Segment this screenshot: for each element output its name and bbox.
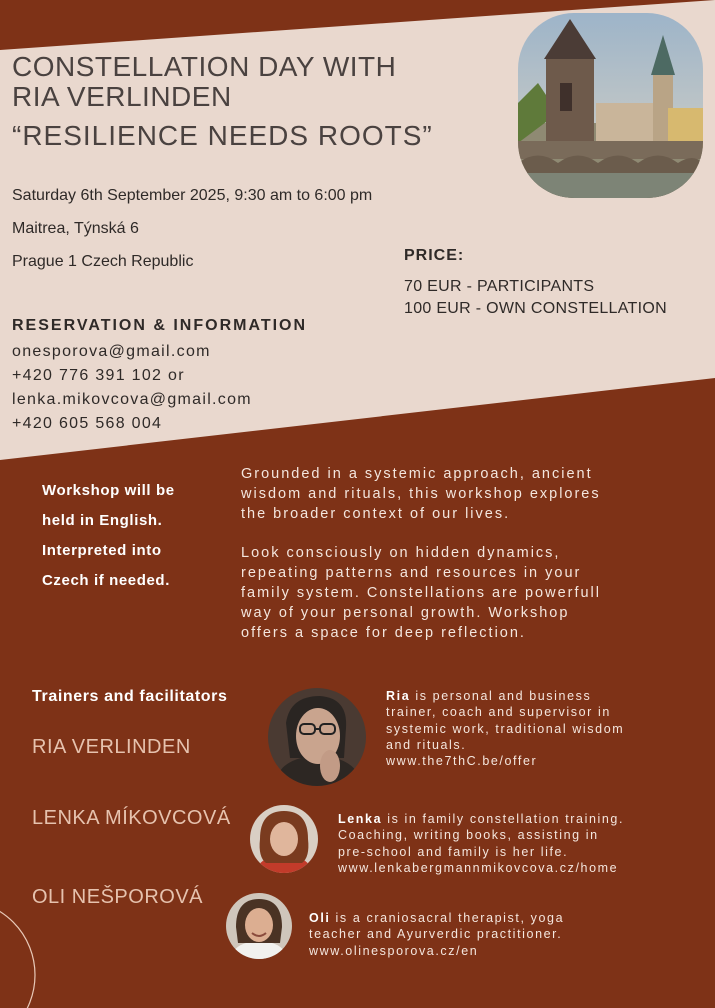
lenka-bio-line-3: pre-school and family is her life. [338, 844, 569, 859]
oli-website-link[interactable]: www.olinesporova.cz/en [309, 943, 479, 958]
title-line-1: CONSTELLATION DAY WITH [12, 51, 397, 82]
email-oli[interactable]: onesporova@gmail.com [12, 343, 211, 360]
ria-bio-line-3: systemic work, traditional wisdom [386, 721, 625, 736]
description-line: offers a space for deep reflection. [241, 625, 526, 641]
ria-bio-line-4: and rituals. [386, 737, 467, 752]
prague-bridge-photo [518, 13, 703, 198]
price-heading: PRICE: [404, 247, 465, 264]
price-participants: 70 EUR - PARTICIPANTS [404, 278, 595, 295]
email-lenka[interactable]: lenka.mikovcova@gmail.com [12, 391, 252, 408]
lenka-bio-line-1 [338, 811, 624, 827]
oli-bio-line-1 [309, 910, 564, 926]
oli-bio-line-2: teacher and Ayurverdic practitioner. [309, 927, 563, 942]
lenka-bio-line-2: Coaching, writing books, assisting in [338, 828, 599, 843]
lenka-website-link[interactable]: www.lenkabergmannmikovcova.cz/home [338, 860, 619, 875]
subtitle: “RESILIENCE NEEDS ROOTS” [12, 120, 433, 151]
lenka-first-name: Lenka [338, 812, 383, 826]
ria-website-link[interactable]: www.the7thC.be/offer [386, 754, 538, 769]
ria-portrait-photo [268, 688, 366, 786]
description-line: way of your personal growth. Workshop [241, 605, 570, 621]
language-note-line-2: held in English. [42, 512, 163, 529]
language-note-line-1: Workshop will be [42, 482, 175, 499]
lenka-bio [338, 811, 624, 876]
oli-bio [309, 910, 564, 959]
description-line: Grounded in a systemic approach, ancient [241, 466, 593, 482]
oli-portrait-photo [226, 893, 292, 959]
title-line-2: RIA VERLINDEN [12, 81, 232, 112]
description-line: Look consciously on hidden dynamics, [241, 545, 561, 561]
ria-first-name: Ria [386, 689, 411, 703]
trainer-name-oli: OLI NEŠPOROVÁ [32, 886, 203, 908]
trainer-name-ria: RIA VERLINDEN [32, 736, 191, 758]
event-venue: Maitrea, Týnská 6 [12, 220, 139, 237]
ria-bio-line-1 [386, 688, 624, 704]
description-line: family system. Constellations are powerfull [241, 585, 601, 601]
description-line: wisdom and rituals, this workshop explores [241, 486, 601, 502]
description-line: repeating patterns and resources in your [241, 565, 582, 581]
oli-first-name: Oli [309, 911, 331, 925]
bio-text: is a craniosacral therapist, yoga [330, 911, 565, 925]
trainer-name-lenka: LENKA MÍKOVCOVÁ [32, 807, 231, 829]
event-date-time: Saturday 6th September 2025, 9:30 am to 6:00 pm [12, 187, 373, 204]
price-own-constellation: 100 EUR - OWN CONSTELLATION [404, 300, 667, 317]
bio-text: is in family constellation training. [382, 812, 625, 826]
phone-oli[interactable]: +420 776 391 102 or [12, 367, 185, 384]
ria-bio [386, 688, 624, 769]
phone-lenka[interactable]: +420 605 568 004 [12, 415, 163, 432]
event-city: Prague 1 Czech Republic [12, 253, 194, 270]
lenka-portrait-photo [250, 805, 318, 873]
language-note-line-4: Czech if needed. [42, 572, 170, 589]
reservation-heading: RESERVATION & INFORMATION [12, 317, 308, 334]
trainers-heading: Trainers and facilitators [32, 688, 228, 705]
language-note-line-3: Interpreted into [42, 542, 162, 559]
bio-text: is personal and business [410, 689, 592, 703]
description-line: the broader context of our lives. [241, 506, 511, 522]
ria-bio-line-2: trainer, coach and supervisor in [386, 705, 611, 720]
